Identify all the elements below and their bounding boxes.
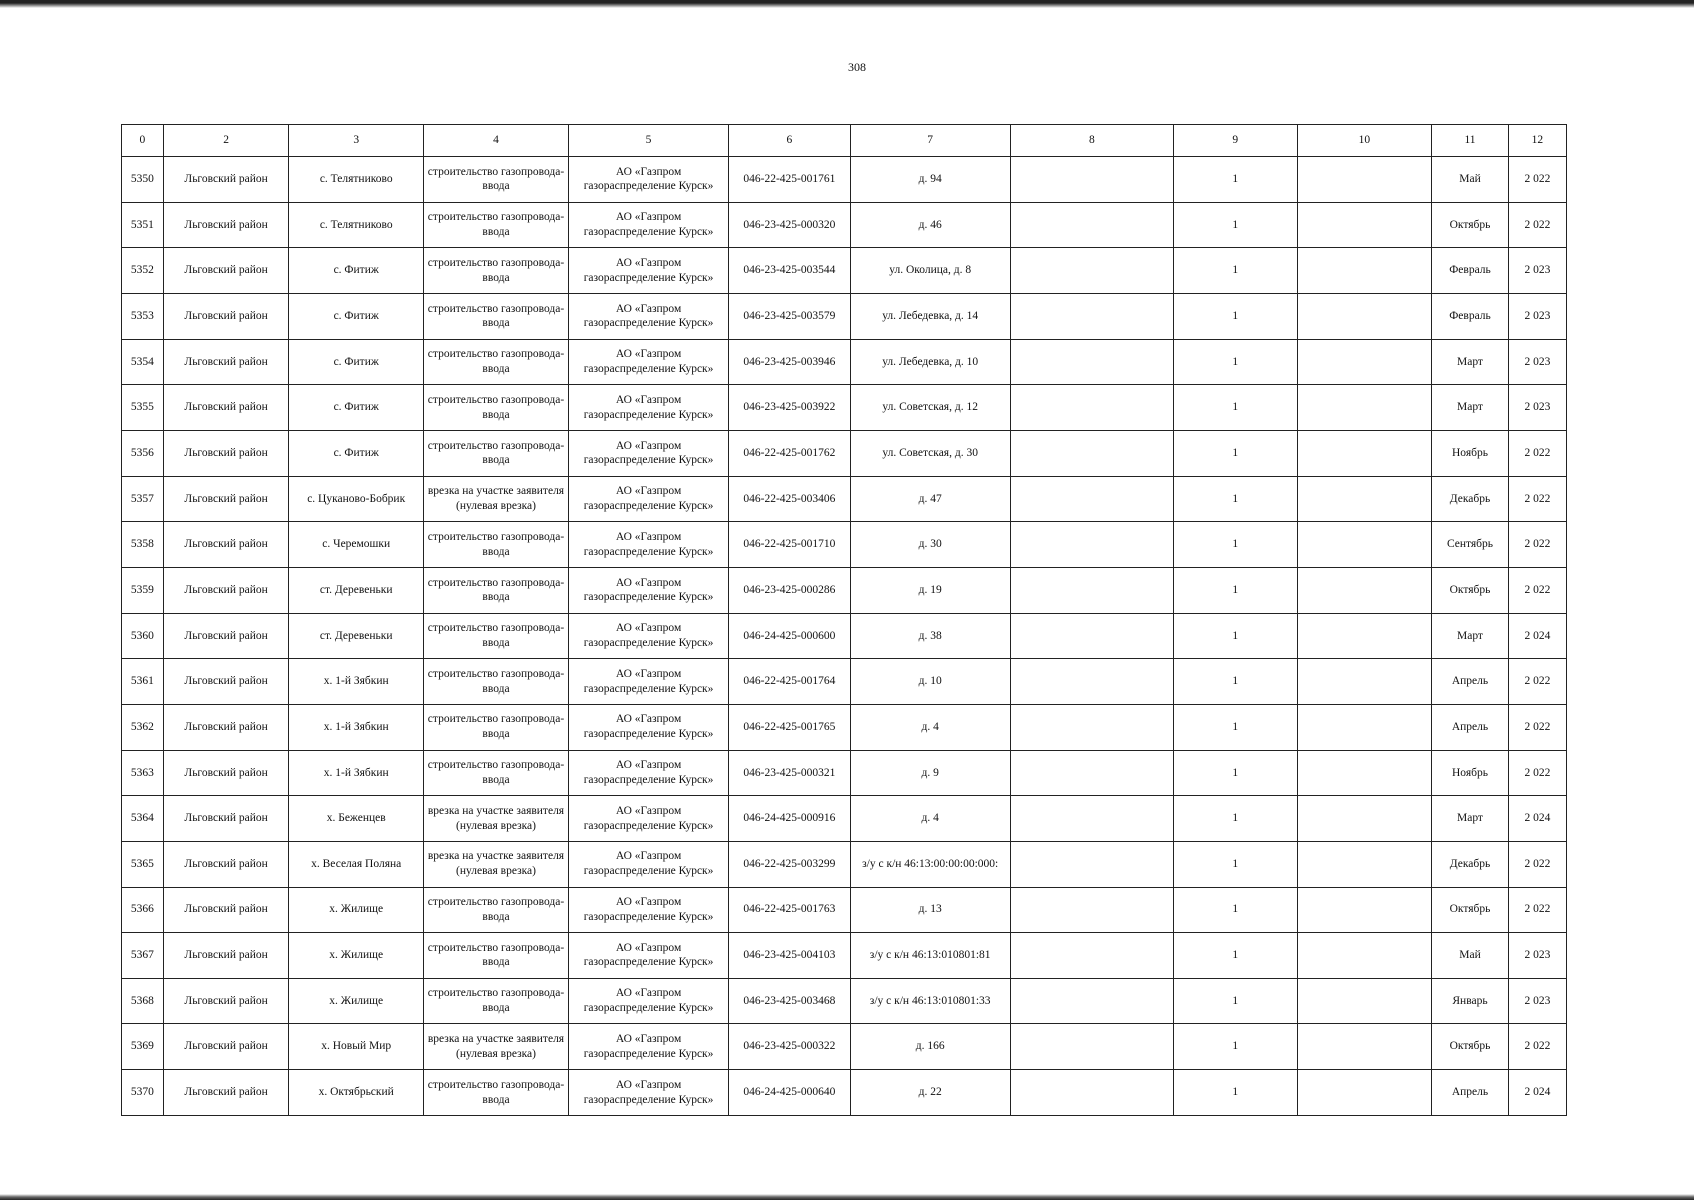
- row-number-cell: 5352: [122, 248, 164, 294]
- organization-cell: АО «Газпром газораспределение Курск»: [568, 522, 728, 568]
- work-type-cell: строительство газопровода-ввода: [424, 293, 569, 339]
- request-number-cell: 046-23-425-003946: [729, 339, 850, 385]
- quantity-cell: 1: [1174, 385, 1297, 431]
- work-type-cell: врезка на участке заявителя (нулевая врезка): [424, 841, 569, 887]
- column-10-cell: [1297, 157, 1432, 203]
- table-row: [122, 933, 1567, 979]
- request-number-cell: 046-23-425-000286: [729, 567, 850, 613]
- organization-cell: АО «Газпром газораспределение Курск»: [568, 430, 728, 476]
- work-type-cell: строительство газопровода-ввода: [424, 933, 569, 979]
- month-cell: Ноябрь: [1432, 750, 1509, 796]
- year-cell: 2 022: [1508, 567, 1566, 613]
- quantity-cell: 1: [1174, 522, 1297, 568]
- quantity-cell: 1: [1174, 430, 1297, 476]
- request-number-cell: 046-23-425-000320: [729, 202, 850, 248]
- row-number-cell: 5356: [122, 430, 164, 476]
- request-number-cell: 046-22-425-001762: [729, 430, 850, 476]
- column-10-cell: [1297, 248, 1432, 294]
- row-number-cell: 5360: [122, 613, 164, 659]
- column-8-cell: [1010, 293, 1173, 339]
- month-cell: Март: [1432, 339, 1509, 385]
- column-8-cell: [1010, 157, 1173, 203]
- table-row: [122, 1070, 1567, 1116]
- row-number-cell: 5369: [122, 1024, 164, 1070]
- column-10-cell: [1297, 567, 1432, 613]
- address-cell: д. 4: [850, 704, 1010, 750]
- year-cell: 2 022: [1508, 704, 1566, 750]
- address-cell: ул. Советская, д. 30: [850, 430, 1010, 476]
- request-number-cell: 046-24-425-000640: [729, 1070, 850, 1116]
- district-cell: Льговский район: [163, 248, 289, 294]
- column-10-cell: [1297, 613, 1432, 659]
- request-number-cell: 046-23-425-003579: [729, 293, 850, 339]
- request-number-cell: 046-22-425-001764: [729, 659, 850, 705]
- row-number-cell: 5362: [122, 704, 164, 750]
- month-cell: Октябрь: [1432, 202, 1509, 248]
- month-cell: Октябрь: [1432, 567, 1509, 613]
- quantity-cell: 1: [1174, 659, 1297, 705]
- column-10-cell: [1297, 202, 1432, 248]
- address-cell: д. 19: [850, 567, 1010, 613]
- work-type-cell: строительство газопровода-ввода: [424, 704, 569, 750]
- year-cell: 2 022: [1508, 522, 1566, 568]
- year-cell: 2 022: [1508, 659, 1566, 705]
- work-type-cell: строительство газопровода-ввода: [424, 978, 569, 1024]
- address-cell: д. 30: [850, 522, 1010, 568]
- district-cell: Льговский район: [163, 613, 289, 659]
- locality-cell: с. Телятниково: [289, 157, 424, 203]
- quantity-cell: 1: [1174, 933, 1297, 979]
- work-type-cell: строительство газопровода-ввода: [424, 1070, 569, 1116]
- organization-cell: АО «Газпром газораспределение Курск»: [568, 659, 728, 705]
- table-row: [122, 157, 1567, 203]
- district-cell: Льговский район: [163, 339, 289, 385]
- work-type-cell: строительство газопровода-ввода: [424, 567, 569, 613]
- locality-cell: с. Черемошки: [289, 522, 424, 568]
- month-cell: Сентябрь: [1432, 522, 1509, 568]
- organization-cell: АО «Газпром газораспределение Курск»: [568, 248, 728, 294]
- quantity-cell: 1: [1174, 248, 1297, 294]
- work-type-cell: строительство газопровода-ввода: [424, 887, 569, 933]
- row-number-cell: 5361: [122, 659, 164, 705]
- page-number: 308: [848, 60, 866, 74]
- address-cell: д. 9: [850, 750, 1010, 796]
- column-8-cell: [1010, 704, 1173, 750]
- address-cell: д. 22: [850, 1070, 1010, 1116]
- work-type-cell: строительство газопровода-ввода: [424, 430, 569, 476]
- organization-cell: АО «Газпром газораспределение Курск»: [568, 202, 728, 248]
- table-row: [122, 841, 1567, 887]
- column-10-cell: [1297, 750, 1432, 796]
- year-cell: 2 022: [1508, 157, 1566, 203]
- quantity-cell: 1: [1174, 841, 1297, 887]
- request-number-cell: 046-24-425-000916: [729, 796, 850, 842]
- request-number-cell: 046-22-425-001710: [729, 522, 850, 568]
- month-cell: Май: [1432, 157, 1509, 203]
- row-number-cell: 5370: [122, 1070, 164, 1116]
- table-row: [122, 704, 1567, 750]
- work-type-cell: строительство газопровода-ввода: [424, 157, 569, 203]
- column-10-cell: [1297, 339, 1432, 385]
- column-10-cell: [1297, 522, 1432, 568]
- organization-cell: АО «Газпром газораспределение Курск»: [568, 293, 728, 339]
- locality-cell: ст. Деревеньки: [289, 613, 424, 659]
- district-cell: Льговский район: [163, 750, 289, 796]
- quantity-cell: 1: [1174, 613, 1297, 659]
- locality-cell: х. Жилище: [289, 978, 424, 1024]
- column-10-cell: [1297, 1070, 1432, 1116]
- request-number-cell: 046-24-425-000600: [729, 613, 850, 659]
- month-cell: Январь: [1432, 978, 1509, 1024]
- year-cell: 2 023: [1508, 385, 1566, 431]
- row-number-cell: 5350: [122, 157, 164, 203]
- table-row: [122, 567, 1567, 613]
- column-8-cell: [1010, 796, 1173, 842]
- row-number-cell: 5357: [122, 476, 164, 522]
- month-cell: Декабрь: [1432, 841, 1509, 887]
- table-row: [122, 659, 1567, 705]
- district-cell: Льговский район: [163, 522, 289, 568]
- locality-cell: с. Телятниково: [289, 202, 424, 248]
- column-header: 4: [424, 125, 569, 157]
- quantity-cell: 1: [1174, 750, 1297, 796]
- address-cell: ул. Околица, д. 8: [850, 248, 1010, 294]
- column-10-cell: [1297, 1024, 1432, 1070]
- column-8-cell: [1010, 385, 1173, 431]
- work-type-cell: строительство газопровода-ввода: [424, 750, 569, 796]
- header-row: [122, 125, 1567, 157]
- year-cell: 2 022: [1508, 750, 1566, 796]
- year-cell: 2 023: [1508, 339, 1566, 385]
- locality-cell: с. Цуканово-Бобрик: [289, 476, 424, 522]
- address-cell: д. 4: [850, 796, 1010, 842]
- request-number-cell: 046-22-425-001761: [729, 157, 850, 203]
- work-type-cell: строительство газопровода-ввода: [424, 339, 569, 385]
- month-cell: Апрель: [1432, 1070, 1509, 1116]
- organization-cell: АО «Газпром газораспределение Курск»: [568, 1024, 728, 1070]
- year-cell: 2 023: [1508, 933, 1566, 979]
- column-8-cell: [1010, 248, 1173, 294]
- column-header: 12: [1508, 125, 1566, 157]
- district-cell: Льговский район: [163, 704, 289, 750]
- column-10-cell: [1297, 476, 1432, 522]
- address-cell: д. 166: [850, 1024, 1010, 1070]
- quantity-cell: 1: [1174, 567, 1297, 613]
- row-number-cell: 5367: [122, 933, 164, 979]
- work-type-cell: врезка на участке заявителя (нулевая врезка): [424, 796, 569, 842]
- district-cell: Льговский район: [163, 567, 289, 613]
- column-8-cell: [1010, 430, 1173, 476]
- table-row: [122, 750, 1567, 796]
- locality-cell: ст. Деревеньки: [289, 567, 424, 613]
- organization-cell: АО «Газпром газораспределение Курск»: [568, 704, 728, 750]
- organization-cell: АО «Газпром газораспределение Курск»: [568, 567, 728, 613]
- column-10-cell: [1297, 841, 1432, 887]
- address-cell: ул. Лебедевка, д. 10: [850, 339, 1010, 385]
- request-number-cell: 046-23-425-000321: [729, 750, 850, 796]
- organization-cell: АО «Газпром газораспределение Курск»: [568, 385, 728, 431]
- column-header: 10: [1297, 125, 1432, 157]
- column-8-cell: [1010, 978, 1173, 1024]
- row-number-cell: 5363: [122, 750, 164, 796]
- work-type-cell: строительство газопровода-ввода: [424, 385, 569, 431]
- table-body: [122, 157, 1567, 1116]
- month-cell: Октябрь: [1432, 887, 1509, 933]
- row-number-cell: 5365: [122, 841, 164, 887]
- district-cell: Льговский район: [163, 887, 289, 933]
- address-cell: з/у с к/н 46:13:010801:33: [850, 978, 1010, 1024]
- request-number-cell: 046-23-425-000322: [729, 1024, 850, 1070]
- work-type-cell: строительство газопровода-ввода: [424, 613, 569, 659]
- quantity-cell: 1: [1174, 293, 1297, 339]
- month-cell: Декабрь: [1432, 476, 1509, 522]
- locality-cell: х. 1-й Зябкин: [289, 659, 424, 705]
- district-cell: Льговский район: [163, 659, 289, 705]
- locality-cell: х. 1-й Зябкин: [289, 704, 424, 750]
- column-8-cell: [1010, 339, 1173, 385]
- column-header: 6: [729, 125, 850, 157]
- year-cell: 2 022: [1508, 430, 1566, 476]
- district-cell: Льговский район: [163, 1024, 289, 1070]
- column-8-cell: [1010, 933, 1173, 979]
- table-row: [122, 385, 1567, 431]
- work-type-cell: врезка на участке заявителя (нулевая врезка): [424, 476, 569, 522]
- column-10-cell: [1297, 933, 1432, 979]
- locality-cell: х. Беженцев: [289, 796, 424, 842]
- locality-cell: с. Фитиж: [289, 430, 424, 476]
- row-number-cell: 5351: [122, 202, 164, 248]
- locality-cell: х. Жилище: [289, 933, 424, 979]
- request-number-cell: 046-23-425-004103: [729, 933, 850, 979]
- scan-bottom-edge: [0, 1194, 1694, 1200]
- quantity-cell: 1: [1174, 339, 1297, 385]
- address-cell: д. 38: [850, 613, 1010, 659]
- district-cell: Льговский район: [163, 841, 289, 887]
- row-number-cell: 5358: [122, 522, 164, 568]
- column-8-cell: [1010, 1024, 1173, 1070]
- district-cell: Льговский район: [163, 933, 289, 979]
- district-cell: Льговский район: [163, 157, 289, 203]
- table-row: [122, 796, 1567, 842]
- month-cell: Апрель: [1432, 704, 1509, 750]
- organization-cell: АО «Газпром газораспределение Курск»: [568, 157, 728, 203]
- locality-cell: х. Новый Мир: [289, 1024, 424, 1070]
- table-row: [122, 293, 1567, 339]
- address-cell: ул. Советская, д. 12: [850, 385, 1010, 431]
- work-type-cell: врезка на участке заявителя (нулевая врезка): [424, 1024, 569, 1070]
- column-10-cell: [1297, 887, 1432, 933]
- organization-cell: АО «Газпром газораспределение Курск»: [568, 933, 728, 979]
- register-table: [121, 124, 1567, 1116]
- district-cell: Льговский район: [163, 385, 289, 431]
- locality-cell: с. Фитиж: [289, 385, 424, 431]
- year-cell: 2 022: [1508, 887, 1566, 933]
- address-cell: д. 10: [850, 659, 1010, 705]
- column-8-cell: [1010, 567, 1173, 613]
- district-cell: Льговский район: [163, 430, 289, 476]
- column-header: 11: [1432, 125, 1509, 157]
- year-cell: 2 024: [1508, 796, 1566, 842]
- table-row: [122, 248, 1567, 294]
- year-cell: 2 024: [1508, 613, 1566, 659]
- work-type-cell: строительство газопровода-ввода: [424, 522, 569, 568]
- quantity-cell: 1: [1174, 476, 1297, 522]
- address-cell: з/у с к/н 46:13:00:00:00:000:: [850, 841, 1010, 887]
- table-row: [122, 339, 1567, 385]
- column-8-cell: [1010, 1070, 1173, 1116]
- organization-cell: АО «Газпром газораспределение Курск»: [568, 978, 728, 1024]
- address-cell: д. 46: [850, 202, 1010, 248]
- request-number-cell: 046-22-425-003406: [729, 476, 850, 522]
- request-number-cell: 046-23-425-003544: [729, 248, 850, 294]
- column-8-cell: [1010, 841, 1173, 887]
- locality-cell: с. Фитиж: [289, 248, 424, 294]
- quantity-cell: 1: [1174, 887, 1297, 933]
- row-number-cell: 5359: [122, 567, 164, 613]
- district-cell: Льговский район: [163, 202, 289, 248]
- month-cell: Февраль: [1432, 293, 1509, 339]
- district-cell: Льговский район: [163, 796, 289, 842]
- month-cell: Февраль: [1432, 248, 1509, 294]
- column-8-cell: [1010, 202, 1173, 248]
- district-cell: Льговский район: [163, 293, 289, 339]
- table-row: [122, 522, 1567, 568]
- year-cell: 2 023: [1508, 248, 1566, 294]
- column-header: 5: [568, 125, 728, 157]
- month-cell: Март: [1432, 613, 1509, 659]
- address-cell: з/у с к/н 46:13:010801:81: [850, 933, 1010, 979]
- month-cell: Октябрь: [1432, 1024, 1509, 1070]
- column-10-cell: [1297, 978, 1432, 1024]
- address-cell: д. 13: [850, 887, 1010, 933]
- address-cell: д. 94: [850, 157, 1010, 203]
- quantity-cell: 1: [1174, 157, 1297, 203]
- row-number-cell: 5355: [122, 385, 164, 431]
- organization-cell: АО «Газпром газораспределение Курск»: [568, 750, 728, 796]
- locality-cell: с. Фитиж: [289, 339, 424, 385]
- month-cell: Март: [1432, 796, 1509, 842]
- quantity-cell: 1: [1174, 202, 1297, 248]
- row-number-cell: 5368: [122, 978, 164, 1024]
- year-cell: 2 022: [1508, 841, 1566, 887]
- address-cell: д. 47: [850, 476, 1010, 522]
- address-cell: ул. Лебедевка, д. 14: [850, 293, 1010, 339]
- request-number-cell: 046-22-425-001763: [729, 887, 850, 933]
- organization-cell: АО «Газпром газораспределение Курск»: [568, 476, 728, 522]
- scan-top-edge: [0, 0, 1694, 8]
- quantity-cell: 1: [1174, 1070, 1297, 1116]
- request-number-cell: 046-23-425-003922: [729, 385, 850, 431]
- column-header: 3: [289, 125, 424, 157]
- table-row: [122, 202, 1567, 248]
- year-cell: 2 022: [1508, 476, 1566, 522]
- column-8-cell: [1010, 659, 1173, 705]
- district-cell: Льговский район: [163, 1070, 289, 1116]
- work-type-cell: строительство газопровода-ввода: [424, 202, 569, 248]
- locality-cell: х. Веселая Поляна: [289, 841, 424, 887]
- table-row: [122, 430, 1567, 476]
- column-header: 8: [1010, 125, 1173, 157]
- year-cell: 2 023: [1508, 978, 1566, 1024]
- column-8-cell: [1010, 476, 1173, 522]
- district-cell: Льговский район: [163, 476, 289, 522]
- month-cell: Май: [1432, 933, 1509, 979]
- quantity-cell: 1: [1174, 1024, 1297, 1070]
- organization-cell: АО «Газпром газораспределение Курск»: [568, 887, 728, 933]
- organization-cell: АО «Газпром газораспределение Курск»: [568, 796, 728, 842]
- row-number-cell: 5366: [122, 887, 164, 933]
- month-cell: Ноябрь: [1432, 430, 1509, 476]
- row-number-cell: 5364: [122, 796, 164, 842]
- table-row: [122, 978, 1567, 1024]
- year-cell: 2 022: [1508, 1024, 1566, 1070]
- column-8-cell: [1010, 750, 1173, 796]
- organization-cell: АО «Газпром газораспределение Курск»: [568, 613, 728, 659]
- row-number-cell: 5353: [122, 293, 164, 339]
- locality-cell: х. Жилище: [289, 887, 424, 933]
- year-cell: 2 024: [1508, 1070, 1566, 1116]
- column-10-cell: [1297, 659, 1432, 705]
- request-number-cell: 046-23-425-003468: [729, 978, 850, 1024]
- organization-cell: АО «Газпром газораспределение Курск»: [568, 1070, 728, 1116]
- request-number-cell: 046-22-425-001765: [729, 704, 850, 750]
- year-cell: 2 023: [1508, 293, 1566, 339]
- column-8-cell: [1010, 522, 1173, 568]
- column-8-cell: [1010, 887, 1173, 933]
- quantity-cell: 1: [1174, 978, 1297, 1024]
- column-header: 7: [850, 125, 1010, 157]
- table-row: [122, 887, 1567, 933]
- locality-cell: х. Октябрьский: [289, 1070, 424, 1116]
- column-10-cell: [1297, 293, 1432, 339]
- month-cell: Апрель: [1432, 659, 1509, 705]
- table-row: [122, 1024, 1567, 1070]
- work-type-cell: строительство газопровода-ввода: [424, 248, 569, 294]
- locality-cell: с. Фитиж: [289, 293, 424, 339]
- column-header: 2: [163, 125, 289, 157]
- district-cell: Льговский район: [163, 978, 289, 1024]
- quantity-cell: 1: [1174, 704, 1297, 750]
- year-cell: 2 022: [1508, 202, 1566, 248]
- column-header: 9: [1174, 125, 1297, 157]
- work-type-cell: строительство газопровода-ввода: [424, 659, 569, 705]
- table-row: [122, 476, 1567, 522]
- organization-cell: АО «Газпром газораспределение Курск»: [568, 841, 728, 887]
- column-10-cell: [1297, 430, 1432, 476]
- quantity-cell: 1: [1174, 796, 1297, 842]
- column-10-cell: [1297, 385, 1432, 431]
- organization-cell: АО «Газпром газораспределение Курск»: [568, 339, 728, 385]
- request-number-cell: 046-22-425-003299: [729, 841, 850, 887]
- column-header: 0: [122, 125, 164, 157]
- month-cell: Март: [1432, 385, 1509, 431]
- row-number-cell: 5354: [122, 339, 164, 385]
- column-10-cell: [1297, 704, 1432, 750]
- locality-cell: х. 1-й Зябкин: [289, 750, 424, 796]
- table-row: [122, 613, 1567, 659]
- column-10-cell: [1297, 796, 1432, 842]
- column-8-cell: [1010, 613, 1173, 659]
